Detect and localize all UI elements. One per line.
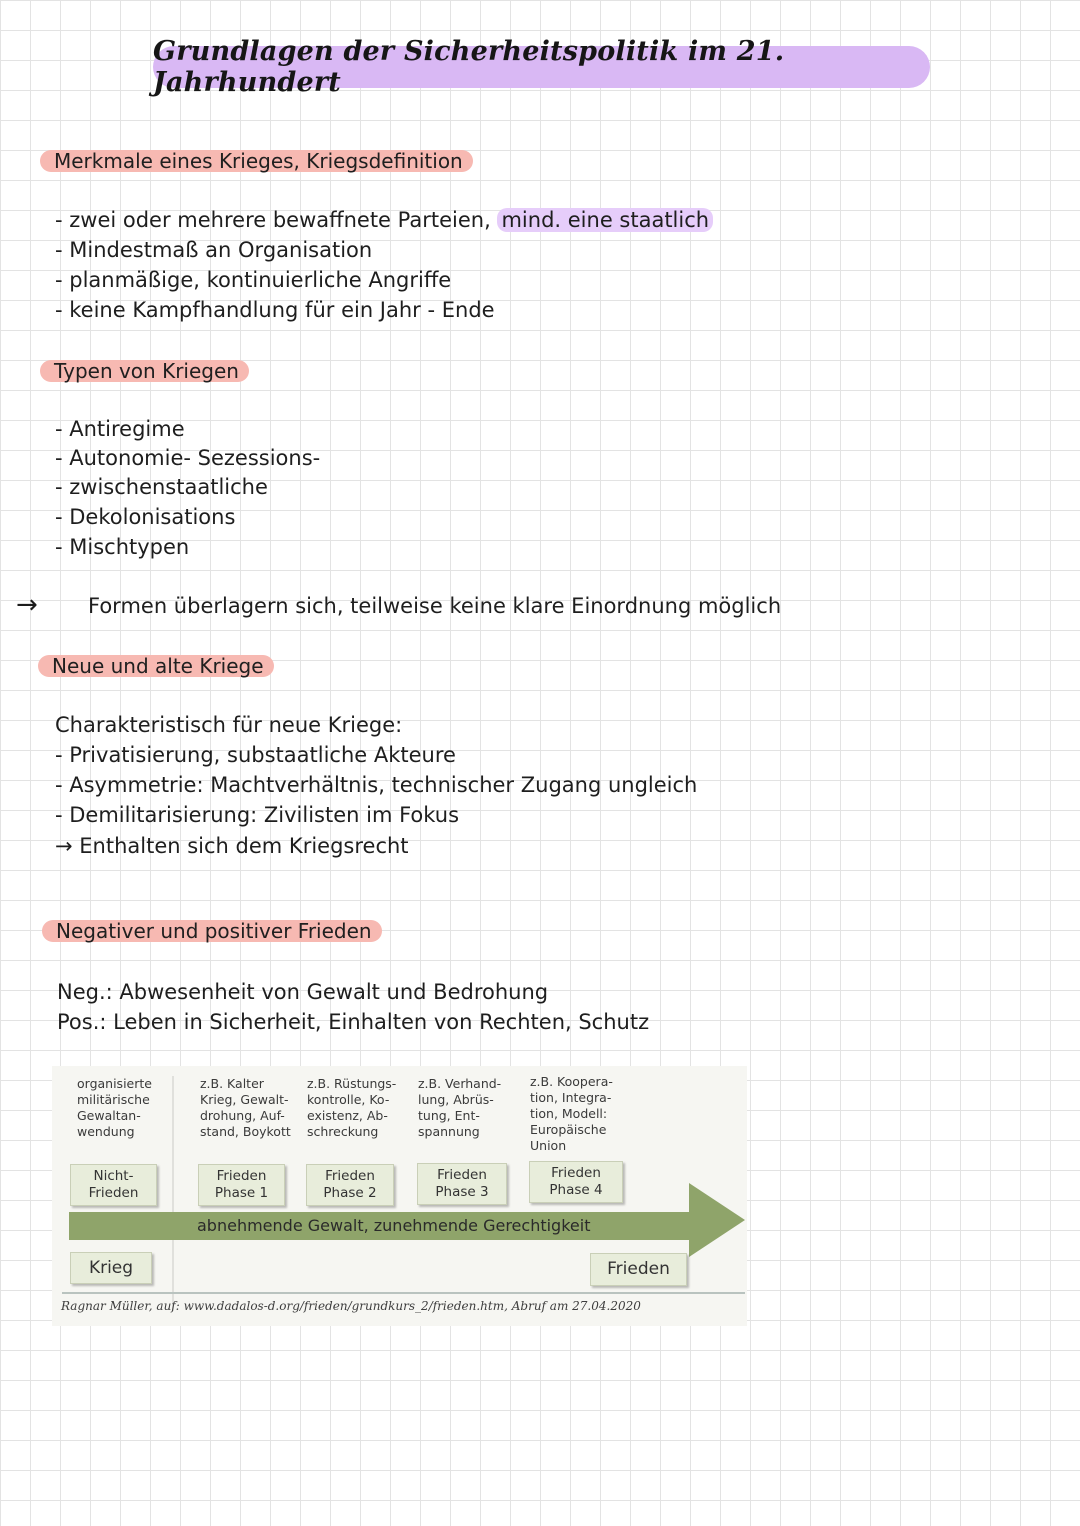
phase-box-3: Frieden Phase 3 bbox=[417, 1163, 507, 1205]
heading-neue-kriege: Neue und alte Kriege bbox=[38, 655, 274, 677]
merkmale-line-1-text: - zwei oder mehrere bewaffnete Parteien, bbox=[55, 208, 491, 232]
typen-note: Formen überlagern sich, teilweise keine klare Einordnung möglich bbox=[88, 594, 782, 618]
frieden-pos: Pos.: Leben in Sicherheit, Einhalten von Rechten, Schutz bbox=[57, 1010, 650, 1034]
phase-box-1: Frieden Phase 1 bbox=[198, 1164, 285, 1206]
title-highlight bbox=[153, 36, 930, 98]
merkmale-line-1 bbox=[55, 206, 713, 234]
merkmale-line-4: - keine Kampfhandlung für ein Jahr - Ende bbox=[55, 298, 495, 322]
diagram-column-text: z.B. Koopera- tion, Integra- tion, Modell: Europäische Union bbox=[530, 1074, 613, 1153]
typen-item: - Dekolonisations bbox=[55, 505, 236, 529]
heading-frieden: Negativer und positiver Frieden bbox=[42, 920, 382, 942]
typen-item: - Autonomie- Sezessions- bbox=[55, 446, 321, 470]
neue-intro: Charakteristisch für neue Kriege: bbox=[55, 713, 403, 737]
phase-box-2: Frieden Phase 2 bbox=[306, 1164, 394, 1206]
diagram-caption: Ragnar Müller, auf: www.dadalos-d.org/frieden/grundkurs_2/frieden.htm, Abruf am 27.04.2020 bbox=[61, 1299, 641, 1313]
phase-box-nicht-frieden: Nicht- Frieden bbox=[70, 1164, 157, 1206]
arrow-label: abnehmende Gewalt, zunehmende Gerechtigkeit bbox=[197, 1216, 591, 1235]
peace-diagram bbox=[52, 1066, 747, 1326]
diagram-column-text: z.B. Verhand- lung, Abrüs- tung, Ent- spannung bbox=[418, 1076, 502, 1139]
frieden-box: Frieden bbox=[590, 1253, 687, 1286]
diagram-column-text: z.B. Rüstungs- kontrolle, Ko- existenz, Ab- schreckung bbox=[307, 1076, 397, 1139]
neue-item: - Asymmetrie: Machtverhältnis, technischer Zugang ungleich bbox=[55, 773, 698, 797]
neue-item: - Privatisierung, substaatliche Akteure bbox=[55, 743, 456, 767]
page-title: Grundlagen der Sicherheitspolitik im 21. Jahrhundert bbox=[153, 36, 785, 98]
diagram-bottom-rule bbox=[62, 1292, 745, 1294]
krieg-box: Krieg bbox=[70, 1252, 152, 1284]
arrow-right-icon: → bbox=[16, 590, 38, 620]
merkmale-line-1-highlight: mind. eine staatlich bbox=[497, 208, 713, 232]
heading-merkmale: Merkmale eines Krieges, Kriegsdefinition bbox=[40, 150, 473, 172]
merkmale-line-3: - planmäßige, kontinuierliche Angriffe bbox=[55, 268, 452, 292]
heading-typen: Typen von Kriegen bbox=[40, 360, 249, 382]
typen-item: - Mischtypen bbox=[55, 535, 190, 559]
typen-item: - Antiregime bbox=[55, 417, 185, 441]
merkmale-line-2: - Mindestmaß an Organisation bbox=[55, 238, 373, 262]
phase-box-4: Frieden Phase 4 bbox=[529, 1161, 623, 1203]
neue-item: - Demilitarisierung: Zivilisten im Fokus bbox=[55, 803, 460, 827]
neue-item: → Enthalten sich dem Kriegsrecht bbox=[55, 834, 409, 858]
frieden-neg: Neg.: Abwesenheit von Gewalt und Bedrohung bbox=[57, 980, 549, 1004]
typen-item: - zwischenstaatliche bbox=[55, 475, 268, 499]
diagram-column-text: organisierte militärische Gewaltan- wendung bbox=[77, 1076, 152, 1139]
diagram-column-text: z.B. Kalter Krieg, Gewalt- drohung, Auf- stand, Boykott bbox=[200, 1076, 291, 1139]
